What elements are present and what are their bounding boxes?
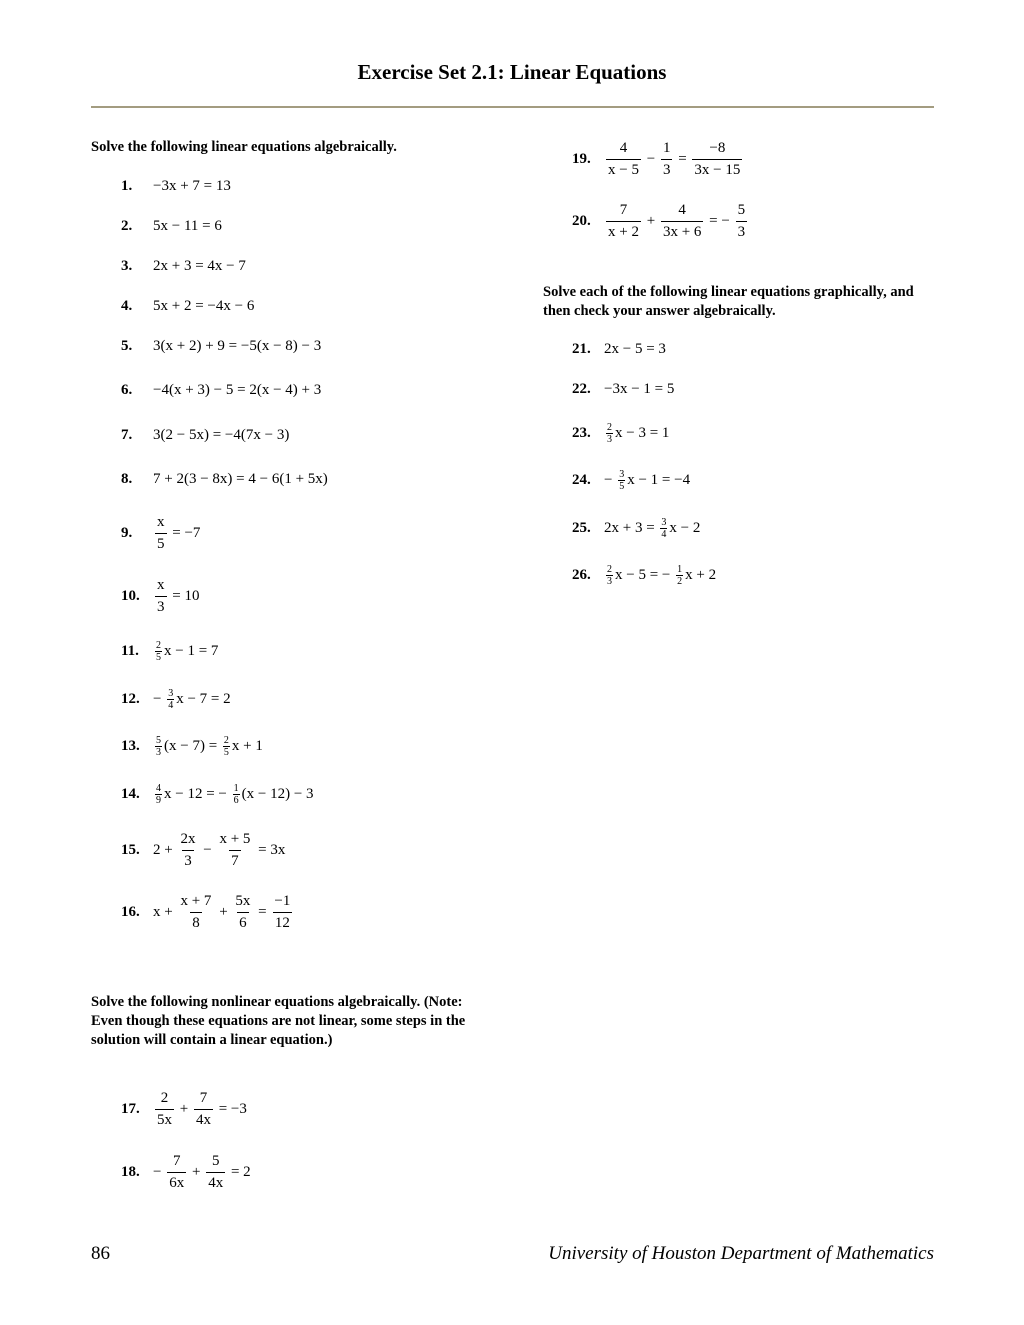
- fraction-numerator: x + 7: [180, 893, 212, 909]
- equation: [153, 258, 246, 275]
- problem-25: [572, 503, 700, 553]
- fraction-denominator: x − 5: [606, 159, 641, 179]
- fraction-denominator: 3: [607, 575, 612, 587]
- equation-text: = −3: [214, 1100, 247, 1117]
- fraction-numerator: x + 5: [219, 831, 251, 847]
- problem-10: [121, 571, 199, 621]
- fraction-numerator: 1: [233, 782, 239, 794]
- equation: [153, 1090, 247, 1128]
- fraction-numerator: 1: [662, 140, 671, 156]
- equation-text: x − 7 = 2: [176, 690, 231, 707]
- equation-text: = 10: [168, 587, 200, 604]
- problem-12: [121, 674, 231, 724]
- problem-22: [572, 364, 674, 414]
- equation-text: −: [153, 690, 166, 707]
- problem-19: [572, 134, 744, 184]
- equation-text: −: [642, 150, 659, 167]
- fraction: [194, 1090, 213, 1128]
- fraction: [660, 517, 667, 540]
- problem-number: 3.: [121, 257, 133, 274]
- fraction-numerator: 3: [661, 516, 667, 528]
- problem-8: [121, 454, 328, 504]
- fraction-numerator: 7: [199, 1090, 208, 1106]
- equation: [153, 735, 263, 758]
- problem-number: 8.: [121, 470, 133, 487]
- equation: [153, 178, 231, 195]
- equation-text: = −: [705, 212, 734, 229]
- equation: [153, 514, 200, 552]
- problem-number: 24.: [572, 471, 591, 488]
- fraction: [233, 783, 240, 806]
- fraction-numerator: 2x: [180, 831, 196, 847]
- fraction-denominator: 5: [223, 746, 229, 758]
- fraction: [692, 140, 742, 178]
- problem-number: 18.: [121, 1163, 140, 1180]
- section1-instruction: Solve the following linear equations algebraically.: [91, 139, 397, 155]
- section3-instruction: Solve each of the following linear equations graphically, and then check your answer algebraically.: [543, 284, 914, 319]
- fraction-denominator: 4: [661, 528, 667, 540]
- fraction: [606, 140, 641, 178]
- equation-text: +: [176, 1100, 192, 1117]
- problem-11: [121, 626, 218, 676]
- fraction: [155, 1090, 174, 1128]
- fraction-numerator: x: [157, 514, 165, 530]
- fraction-numerator: 5: [156, 734, 161, 746]
- fraction-denominator: 3: [182, 850, 194, 870]
- fraction: [223, 735, 230, 758]
- equation-text: x + 1: [231, 737, 263, 754]
- fraction: [178, 831, 197, 869]
- fraction: [272, 893, 292, 931]
- fraction: [167, 688, 174, 711]
- problem-number: 4.: [121, 297, 133, 314]
- problem-26: [572, 550, 716, 600]
- fraction-denominator: 3x + 6: [661, 221, 703, 241]
- fraction: [155, 577, 167, 615]
- fraction-denominator: 4: [168, 699, 174, 711]
- fraction-denominator: 5: [155, 533, 167, 553]
- problem-14: [121, 769, 314, 819]
- fraction-denominator: 7: [229, 850, 241, 870]
- problem-16: [121, 887, 294, 937]
- fraction-denominator: 3: [736, 221, 748, 241]
- fraction-numerator: 4: [156, 782, 161, 794]
- problem-number: 22.: [572, 380, 591, 397]
- fraction: [155, 514, 167, 552]
- equation: [604, 202, 749, 240]
- fraction-denominator: 5x: [155, 1109, 174, 1129]
- equation-text: 5x − 11 = 6: [153, 217, 222, 234]
- fraction: [155, 783, 162, 806]
- equation: [604, 517, 700, 540]
- equation: [604, 564, 716, 587]
- problem-15: [121, 825, 285, 875]
- equation-text: −3x − 1 = 5: [604, 380, 675, 397]
- fraction: [217, 831, 252, 869]
- problem-18: [121, 1147, 251, 1197]
- fraction-numerator: 5: [211, 1153, 220, 1169]
- equation-text: (x − 7) =: [164, 737, 221, 754]
- fraction: [661, 140, 673, 178]
- equation-text: x + 2: [685, 566, 717, 583]
- equation-text: (x − 12) − 3: [241, 785, 314, 802]
- fraction-numerator: 4: [619, 140, 628, 156]
- equation-text: =: [674, 150, 691, 167]
- problem-number: 17.: [121, 1100, 140, 1117]
- fraction: [676, 564, 683, 587]
- problem-5: [121, 321, 321, 371]
- fraction-numerator: 2: [160, 1090, 169, 1106]
- equation: [604, 381, 674, 398]
- problem-23: [572, 408, 669, 458]
- fraction-numerator: 2: [156, 639, 161, 651]
- problem-number: 13.: [121, 737, 140, 754]
- equation: [153, 577, 199, 615]
- title-divider: [91, 106, 934, 108]
- equation-text: = −7: [168, 524, 201, 541]
- fraction-numerator: x: [157, 577, 165, 593]
- fraction-denominator: 3x − 15: [692, 159, 742, 179]
- equation-text: x − 5 = −: [615, 566, 675, 583]
- fraction-numerator: 3: [619, 468, 625, 480]
- problem-24: [572, 455, 690, 505]
- fraction-denominator: 3: [661, 159, 673, 179]
- equation-text: 2x + 3 =: [604, 519, 659, 536]
- fraction-numerator: 5x: [235, 893, 251, 909]
- equation: [153, 688, 231, 711]
- fraction: [618, 469, 625, 492]
- fraction-numerator: 1: [677, 563, 683, 575]
- equation: [153, 298, 254, 315]
- equation-text: 5x + 2 = −4x − 6: [153, 297, 255, 314]
- equation-text: x − 1 = 7: [164, 642, 219, 659]
- fraction-numerator: 7: [172, 1153, 181, 1169]
- fraction: [167, 1153, 186, 1191]
- problem-7: [121, 410, 289, 460]
- equation-text: x − 12 = −: [164, 785, 231, 802]
- problem-number: 23.: [572, 424, 591, 441]
- equation: [153, 1153, 251, 1191]
- equation: [604, 140, 744, 178]
- page-number: 86: [91, 1243, 110, 1264]
- equation-text: +: [188, 1163, 205, 1180]
- problem-number: 6.: [121, 381, 133, 398]
- equation-text: +: [642, 212, 659, 229]
- fraction-numerator: 7: [619, 202, 628, 218]
- fraction: [736, 202, 748, 240]
- problem-number: 12.: [121, 690, 140, 707]
- problem-number: 10.: [121, 587, 140, 604]
- fraction-denominator: 6: [233, 794, 239, 806]
- equation-text: −3x + 7 = 13: [153, 177, 231, 194]
- problem-number: 20.: [572, 212, 591, 229]
- fraction-denominator: 3: [607, 433, 612, 445]
- fraction-denominator: 4x: [206, 1172, 225, 1192]
- fraction-denominator: 5: [619, 480, 625, 492]
- fraction: [606, 564, 613, 587]
- fraction-numerator: −1: [274, 893, 291, 909]
- equation: [153, 640, 218, 663]
- equation-text: 2x + 3 = 4x − 7: [153, 257, 246, 274]
- equation-text: 2 +: [153, 841, 177, 858]
- fraction-denominator: 8: [190, 912, 202, 932]
- equation-text: −: [199, 841, 216, 858]
- fraction-numerator: 2: [223, 734, 229, 746]
- equation: [153, 471, 328, 488]
- equation-text: −: [153, 1163, 166, 1180]
- problem-13: [121, 721, 263, 771]
- problem-number: 16.: [121, 903, 140, 920]
- fraction-denominator: 6x: [167, 1172, 186, 1192]
- fraction: [606, 422, 613, 445]
- problem-number: 2.: [121, 217, 133, 234]
- equation-text: x +: [153, 903, 177, 920]
- fraction-numerator: 2: [607, 421, 612, 433]
- equation-text: x − 2: [669, 519, 701, 536]
- fraction-denominator: 5: [156, 651, 161, 663]
- equation: [153, 427, 289, 444]
- fraction: [155, 640, 162, 663]
- page-title: Exercise Set 2.1: Linear Equations: [357, 60, 667, 84]
- problem-number: 1.: [121, 177, 133, 194]
- equation-text: 3(x + 2) + 9 = −5(x − 8) − 3: [153, 337, 322, 354]
- fraction-denominator: 3: [155, 596, 167, 616]
- problem-number: 14.: [121, 785, 140, 802]
- problem-number: 25.: [572, 519, 591, 536]
- problem-17: [121, 1084, 247, 1134]
- fraction: [206, 1153, 225, 1191]
- equation-text: =: [254, 903, 271, 920]
- equation-text: +: [215, 903, 232, 920]
- equation: [604, 422, 669, 445]
- fraction-denominator: x + 2: [606, 221, 641, 241]
- problem-6: [121, 365, 321, 415]
- problem-number: 19.: [572, 150, 591, 167]
- fraction-denominator: 3: [156, 746, 161, 758]
- problem-number: 15.: [121, 841, 140, 858]
- problem-number: 21.: [572, 340, 591, 357]
- fraction: [233, 893, 252, 931]
- fraction-numerator: −8: [709, 140, 726, 156]
- fraction: [155, 735, 162, 758]
- fraction: [661, 202, 703, 240]
- problem-number: 9.: [121, 524, 133, 541]
- section2-instruction: Solve the following nonlinear equations algebraically. (Note: Even though these equations are not linear, some steps in the solution will contain a linear equation.): [91, 994, 466, 1048]
- equation-text: −4(x + 3) − 5 = 2(x − 4) + 3: [153, 381, 322, 398]
- equation-text: = 2: [227, 1163, 251, 1180]
- equation: [153, 218, 222, 235]
- equation: [153, 893, 294, 931]
- equation: [604, 469, 690, 492]
- problem-number: 26.: [572, 566, 591, 583]
- equation: [153, 831, 285, 869]
- equation-text: x − 3 = 1: [615, 424, 670, 441]
- fraction-numerator: 5: [737, 202, 746, 218]
- fraction-denominator: 12: [273, 912, 292, 932]
- footer-source: University of Houston Department of Mathematics: [548, 1243, 934, 1264]
- fraction-denominator: 6: [237, 912, 249, 932]
- fraction-numerator: 3: [168, 687, 174, 699]
- fraction-denominator: 4x: [194, 1109, 213, 1129]
- equation: [153, 783, 314, 806]
- problem-20: [572, 196, 749, 246]
- equation-text: 3(2 − 5x) = −4(7x − 3): [153, 426, 290, 443]
- equation-text: x − 1 = −4: [627, 471, 691, 488]
- fraction-numerator: 4: [678, 202, 686, 218]
- problem-number: 7.: [121, 426, 133, 443]
- fraction: [606, 202, 641, 240]
- equation: [153, 338, 321, 355]
- equation: [153, 382, 321, 399]
- problem-number: 11.: [121, 642, 139, 659]
- fraction-numerator: 2: [607, 563, 612, 575]
- fraction-denominator: 9: [156, 794, 161, 806]
- fraction: [178, 893, 213, 931]
- equation-text: 2x − 5 = 3: [604, 340, 666, 357]
- equation: [604, 341, 666, 358]
- equation-text: = 3x: [254, 841, 286, 858]
- problem-9: [121, 508, 200, 558]
- fraction-denominator: 2: [677, 575, 683, 587]
- equation-text: 7 + 2(3 − 8x) = 4 − 6(1 + 5x): [153, 470, 328, 487]
- problem-number: 5.: [121, 337, 133, 354]
- equation-text: −: [604, 471, 617, 488]
